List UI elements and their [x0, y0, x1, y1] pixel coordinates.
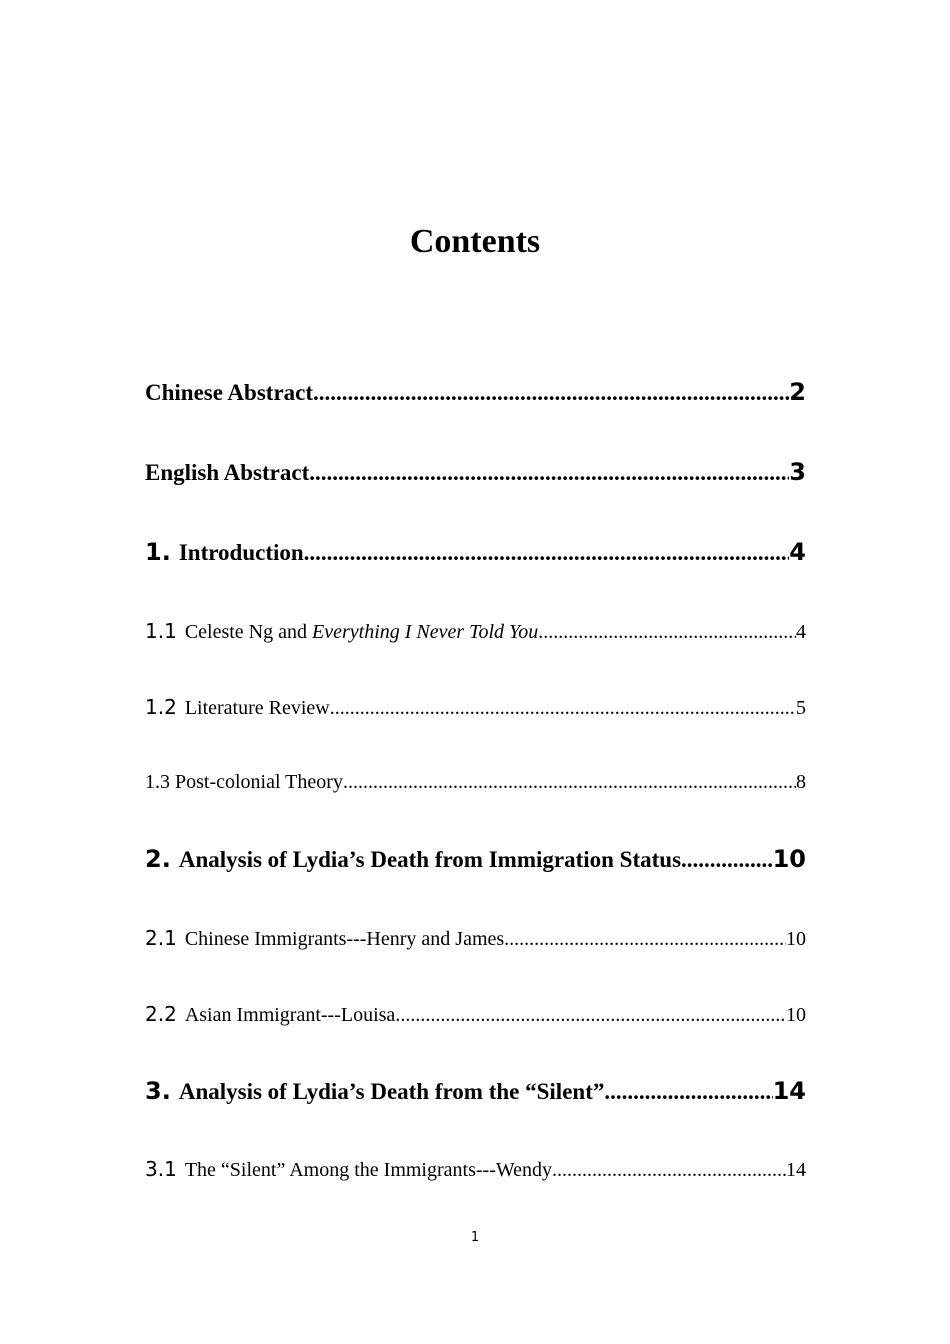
dot-leader — [552, 1159, 786, 1182]
toc-entry-label: Celeste Ng and Everything I Never Told You — [184, 621, 539, 643]
toc-entry-page: 8 — [796, 771, 806, 793]
dot-leader — [604, 1079, 772, 1105]
toc-entry-label: Analysis of Lydia’s Death from Immigration Status — [178, 847, 682, 872]
toc-entry-label: Chinese Abstract — [145, 380, 314, 405]
toc-entry-page: 2 — [789, 378, 806, 406]
toc-entry-page: 3 — [789, 458, 806, 486]
page-title: Contents — [409, 223, 541, 260]
toc-entry-page: 14 — [772, 1077, 806, 1105]
toc-entry-page: 5 — [796, 697, 806, 719]
toc-entry-label: 1.3 Post-colonial Theory — [145, 771, 343, 793]
dot-leader — [504, 928, 786, 951]
toc-entry-number: 1.1 — [145, 619, 177, 643]
toc-entry-label: Introduction — [178, 540, 304, 565]
toc-entry-silent-wendy[interactable] — [145, 1157, 806, 1182]
toc-entry-label: The “Silent” Among the Immigrants---Wendy — [184, 1159, 552, 1181]
toc-entry-page: 10 — [786, 1004, 806, 1026]
toc-entry-page: 10 — [786, 928, 806, 950]
dot-leader — [395, 1004, 786, 1027]
dot-leader — [538, 621, 796, 644]
toc-entry-asian-immigrant[interactable] — [145, 1002, 806, 1027]
book-title: Everything I Never Told You — [312, 621, 539, 643]
toc-entry-label: Analysis of Lydia’s Death from the “Silent” — [178, 1079, 605, 1104]
toc-entry-introduction[interactable] — [145, 538, 806, 566]
toc-entry-label: Chinese Immigrants---Henry and James — [184, 928, 505, 950]
toc-entry-chinese-immigrants[interactable] — [145, 926, 806, 951]
toc-entry-number: 3. — [145, 1077, 171, 1105]
toc-entry-celeste-ng[interactable] — [145, 619, 806, 644]
toc-entry-number: 2.2 — [145, 1002, 177, 1026]
toc-entry-page: 10 — [772, 845, 806, 873]
dot-leader — [313, 380, 789, 406]
dot-leader — [304, 540, 790, 566]
toc-entry-label: English Abstract — [145, 460, 310, 485]
toc-entry-number: 3.1 — [145, 1157, 177, 1181]
toc-entry-page: 4 — [796, 621, 806, 643]
dot-leader — [309, 460, 789, 486]
toc-entry-page: 4 — [789, 538, 806, 566]
toc-entry-immigration-status[interactable] — [145, 845, 806, 873]
toc-entry-number: 1.2 — [145, 695, 177, 719]
toc-entry-silent[interactable] — [145, 1077, 806, 1105]
table-of-contents — [145, 0, 806, 1344]
toc-entry-chinese-abstract[interactable] — [145, 378, 806, 406]
dot-leader — [330, 697, 796, 720]
toc-entry-number: 1. — [145, 538, 171, 566]
toc-entry-label: Asian Immigrant---Louisa — [184, 1004, 396, 1026]
toc-entry-english-abstract[interactable] — [145, 458, 806, 486]
toc-entry-post-colonial-theory[interactable] — [145, 771, 806, 794]
dot-leader — [681, 847, 773, 873]
toc-entry-literature-review[interactable] — [145, 695, 806, 720]
toc-entry-number: 2. — [145, 845, 171, 873]
page-number: 1 — [470, 1230, 480, 1245]
toc-entry-label: Literature Review — [184, 697, 330, 719]
dot-leader — [343, 771, 796, 794]
toc-entry-number: 2.1 — [145, 926, 177, 950]
toc-entry-page: 14 — [786, 1159, 806, 1181]
